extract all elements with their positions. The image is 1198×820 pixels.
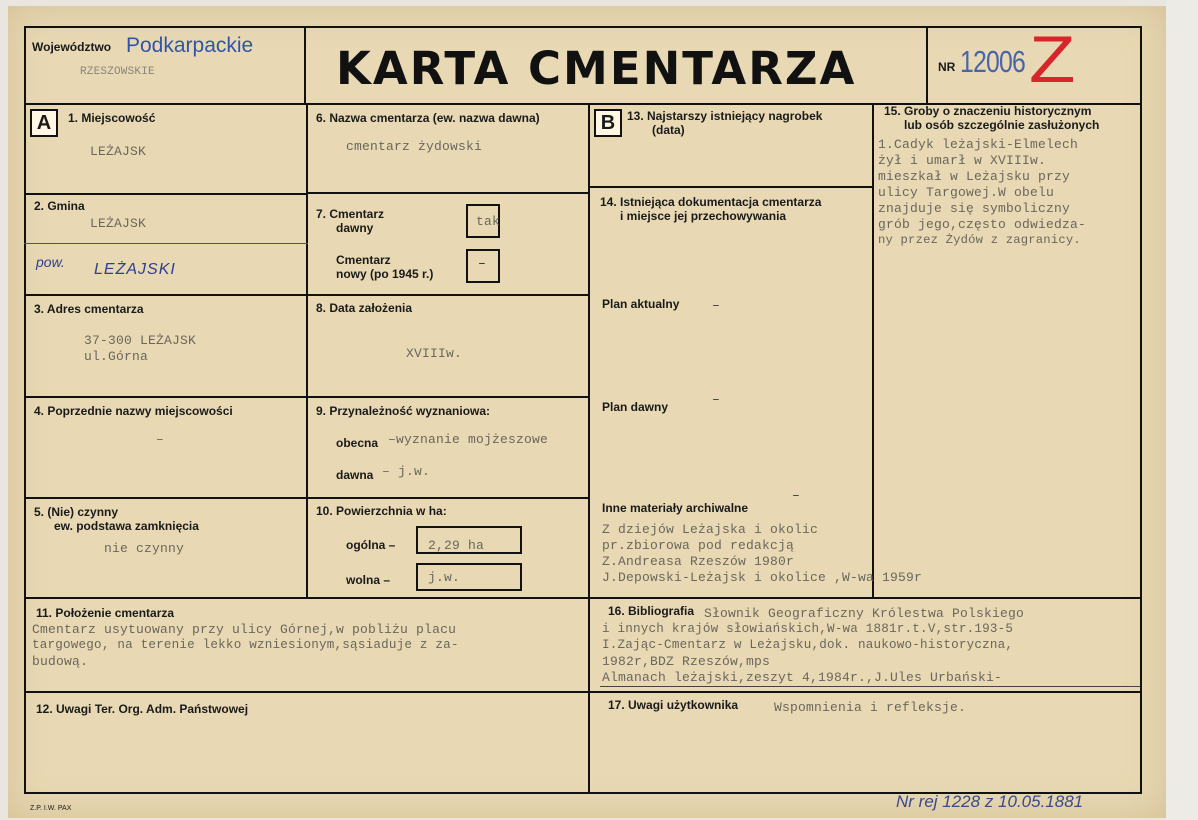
f15-line: żył i umarł w XVIIIw. [878,153,1047,168]
f9-dawna-value: – j.w. [382,464,431,479]
f11-label: 11. Położenie cmentarza [36,606,175,620]
f15-label-1: 15. Groby o znaczeniu historycznym [884,104,1092,118]
section-a-letter: A [30,109,58,137]
f10-wolna-label: wolna – [346,573,391,587]
col-divider-a [306,104,308,598]
f3-line1: 37-300 LEŻAJSK [84,333,197,348]
frame-left [24,26,26,794]
f15-label-2: lub osób szczególnie zasłużonych [904,118,1100,132]
f15-line: ny przez Żydów z zagranicy. [878,233,1081,247]
inne-line: Z dziejów Leżajska i okolic [602,522,819,537]
row-line-12 [24,691,1142,693]
f9-dawna-label: dawna [336,468,374,482]
f8-value: XVIIIw. [406,346,463,361]
wojewodztwo-old: RZESZOWSKIE [80,66,155,78]
col-b-line-1 [588,186,874,188]
col-a-line-3 [24,396,308,398]
f1-label: 1. Miejscowość [68,111,156,125]
f15-line: mieszkał w Leżajsku przy [878,169,1071,184]
col-a-line-4 [24,497,308,499]
page-edge [1166,0,1198,820]
f6-label: 6. Nazwa cmentarza (ew. nazwa dawna) [316,111,540,125]
f15-line: 1.Cadyk leżajski-Elmelech [878,137,1079,152]
f10-wolna-value: j.w. [428,570,461,585]
header-divider-2 [926,26,928,104]
col-mid-line-2 [306,294,590,296]
col-mid-line-1 [306,192,590,194]
f7-label-2: dawny [336,221,374,235]
col-mid-line-4 [306,497,590,499]
nr-value: 12006 [960,44,1025,79]
frame-right [1140,26,1142,794]
f11-line: targowego, na terenie lekko wzniesionym,sąsiaduje z za- [32,638,459,652]
f10-ogolna-label: ogólna – [346,538,396,552]
f2-value: LEŻAJSK [90,216,147,231]
pow-value: LEŻAJSKI [94,261,176,278]
plan-aktualny-value: – [712,298,721,313]
plan-dawny-label: Plan dawny [602,400,669,414]
f9-label: 9. Przynależność wyznaniowa: [316,404,491,418]
row-line-16-under [600,686,1140,687]
f14-label-2: i miejsce jej przechowywania [620,209,787,223]
col-a-line-2 [24,294,308,296]
f15-line: grób jego,często odwiedza- [878,217,1087,232]
f8-label: 8. Data założenia [316,301,413,315]
f15-line: ulicy Targowej.W obelu [878,185,1055,200]
f7-label-1: 7. Cmentarz [316,207,385,221]
f1-value: LEŻAJSK [90,144,147,159]
inne-label: Inne materiały archiwalne [602,501,749,515]
f4-label: 4. Poprzednie nazwy miejscowości [34,404,233,418]
f7-nowy-label-2: nowy (po 1945 r.) [336,267,434,281]
wojewodztwo-label: Województwo [32,40,112,54]
f11-line: budową. [32,654,89,669]
f16-line: 1982r,BDZ Rzeszów,mps [602,654,771,669]
red-mark: Z [1028,22,1076,96]
f5-label-2: ew. podstawa zamknięcia [54,519,199,533]
f11-line: Cmentarz usytuowany przy ulicy Górnej,w pobliżu placu [32,622,457,637]
col-divider-c [872,104,874,598]
f12-label: 12. Uwagi Ter. Org. Adm. Państwowej [36,702,249,716]
f16-line: Almanach leżajski,zeszyt 4,1984r.,J.Ules Urbański- [602,670,1003,685]
f13-label-2: (data) [652,123,685,137]
inne-value: – [792,488,801,503]
plan-aktualny-label: Plan aktualny [602,297,680,311]
handwritten-registry-note: Nr rej 1228 z 10.05.1881 [896,792,1084,811]
f5-value: nie czynny [104,541,185,556]
inne-line: Z.Andreasa Rzeszów 1980r [602,554,795,569]
f17-label: 17. Uwagi użytkownika [608,698,739,712]
f16-line: I.Zając-Cmentarz w Leżajsku,dok. naukowo-historyczna, [602,638,1014,652]
f9-obecna-value: –wyznanie mojżeszowe [388,432,549,447]
f7-nowy-label-1: Cmentarz [336,253,391,267]
f17-value: Wspomnienia i refleksje. [774,700,967,715]
col-a-line-pow [24,243,308,244]
f10-ogolna-value: 2,29 ha [428,538,485,553]
f5-label-1: 5. (Nie) czynny [34,505,119,519]
f7-dawny-value: tak [476,214,501,229]
f3-line2: ul.Górna [84,349,149,364]
inne-line: J.Depowski-Leżajsk i okolice ,W-wa 1959r [602,570,923,585]
f2-label: 2. Gmina [34,199,85,213]
col-a-line-1 [24,193,308,195]
f13-label-1: 13. Najstarszy istniejący nagrobek [627,109,823,123]
col-mid-line-3 [306,396,590,398]
wojewodztwo-stamp: Podkarpackie [126,34,254,57]
f9-obecna-label: obecna [336,436,379,450]
section-b-letter: B [594,109,622,137]
nr-label: NR [938,60,956,74]
f16-line: i innych krajów słowiańskich,W-wa 1881r.t.V,str.193-5 [602,622,1014,636]
pow-label: pow. [36,254,65,270]
f10-label: 10. Powierzchnia w ha: [316,504,447,518]
f6-value: cmentarz żydowski [346,139,483,154]
f3-label: 3. Adres cmentarza [34,302,144,316]
plan-dawny-value: – [712,392,721,407]
frame-top [24,26,1142,28]
f15-line: znajduje się symboliczny [878,201,1071,216]
card-title: KARTA CMENTARZA [336,42,857,95]
row-line-11 [24,597,1142,599]
f7-nowy-value: – [478,256,487,271]
inne-line: pr.zbiorowa pod redakcją [602,538,795,553]
f16-label: 16. Bibliografia [608,604,695,618]
header-divider-1 [304,26,306,104]
f4-value: – [156,432,165,447]
f16-line1: Słownik Geograficzny Królestwa Polskiego [704,606,1025,621]
printer-mark: Z.P. I.W. PAX [30,805,72,812]
f14-label-1: 14. Istniejąca dokumentacja cmentarza [600,195,822,209]
